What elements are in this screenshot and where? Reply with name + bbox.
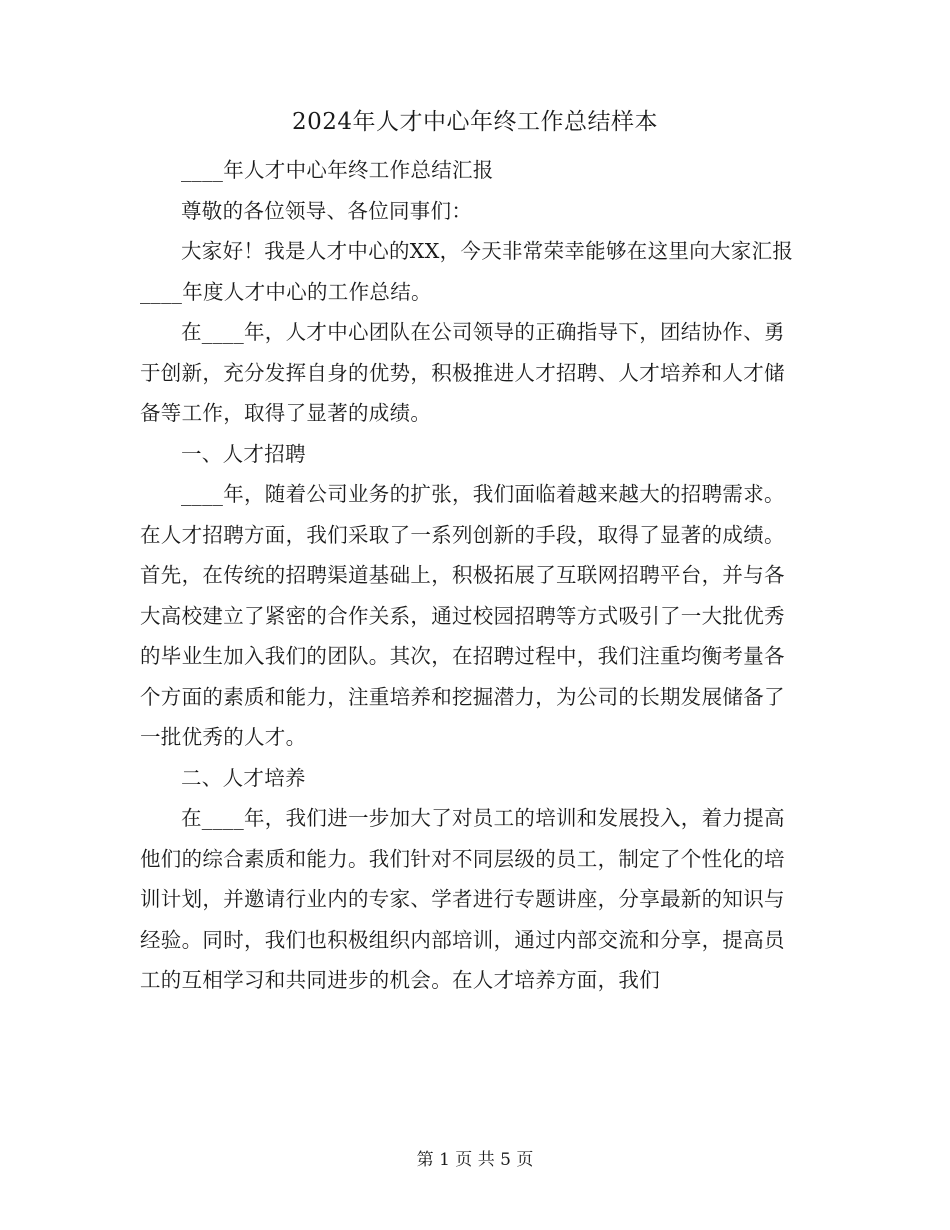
paragraph-intro: 在____年，人才中心团队在公司领导的正确指导下，团结协作、勇于创新，充分发挥自身的优势，积极推进人才招聘、人才培养和人才储备等工作，取得了显著的成绩。 bbox=[140, 320, 785, 425]
paragraph-recruitment: ____年，随着公司业务的扩张，我们面临着越来越大的招聘需求。在人才招聘方面，我们采取了一系列创新的手段，取得了显著的成绩。首先，在传统的招聘渠道基础上，积极拓展了互联网招聘平台，并与各大高校建立了紧密的合作关系，通过校园招聘等方式吸引了一大批优秀的毕业生加入我们的团队。其次，在招聘过程中，我们注重均衡考量各个方面的素质和能力，注重培养和挖掘潜力，为公司的长期发展储备了一批优秀的人才。 bbox=[140, 482, 785, 749]
page-footer bbox=[0, 1146, 950, 1174]
document-body bbox=[140, 150, 800, 1001]
page-number: 第 1 页 共 5 页 bbox=[416, 1150, 534, 1170]
section-heading-recruitment: 一、人才招聘 bbox=[181, 441, 306, 466]
paragraph-training: 在____年，我们进一步加大了对员工的培训和发展投入，着力提高他们的综合素质和能力。我们针对不同层级的员工，制定了个性化的培训计划，并邀请行业内的专家、学者进行专题讲座，分享最新的知识与经验。同时，我们也积极组织内部培训，通过内部交流和分享，提高员工的互相学习和共同进步的机会。在人才培养方面，我们 bbox=[140, 806, 785, 992]
document-title: 2024年人才中心年终工作总结样本 bbox=[291, 109, 659, 135]
section-heading-training: 二、人才培养 bbox=[181, 765, 306, 790]
report-heading: ____年人才中心年终工作总结汇报 bbox=[181, 158, 494, 182]
salutation: 尊敬的各位领导、各位同事们： bbox=[181, 198, 473, 223]
paragraph-greeting: 大家好！我是人才中心的XX，今天非常荣幸能够在这里向大家汇报____年度人才中心的工作总结。 bbox=[140, 239, 794, 304]
